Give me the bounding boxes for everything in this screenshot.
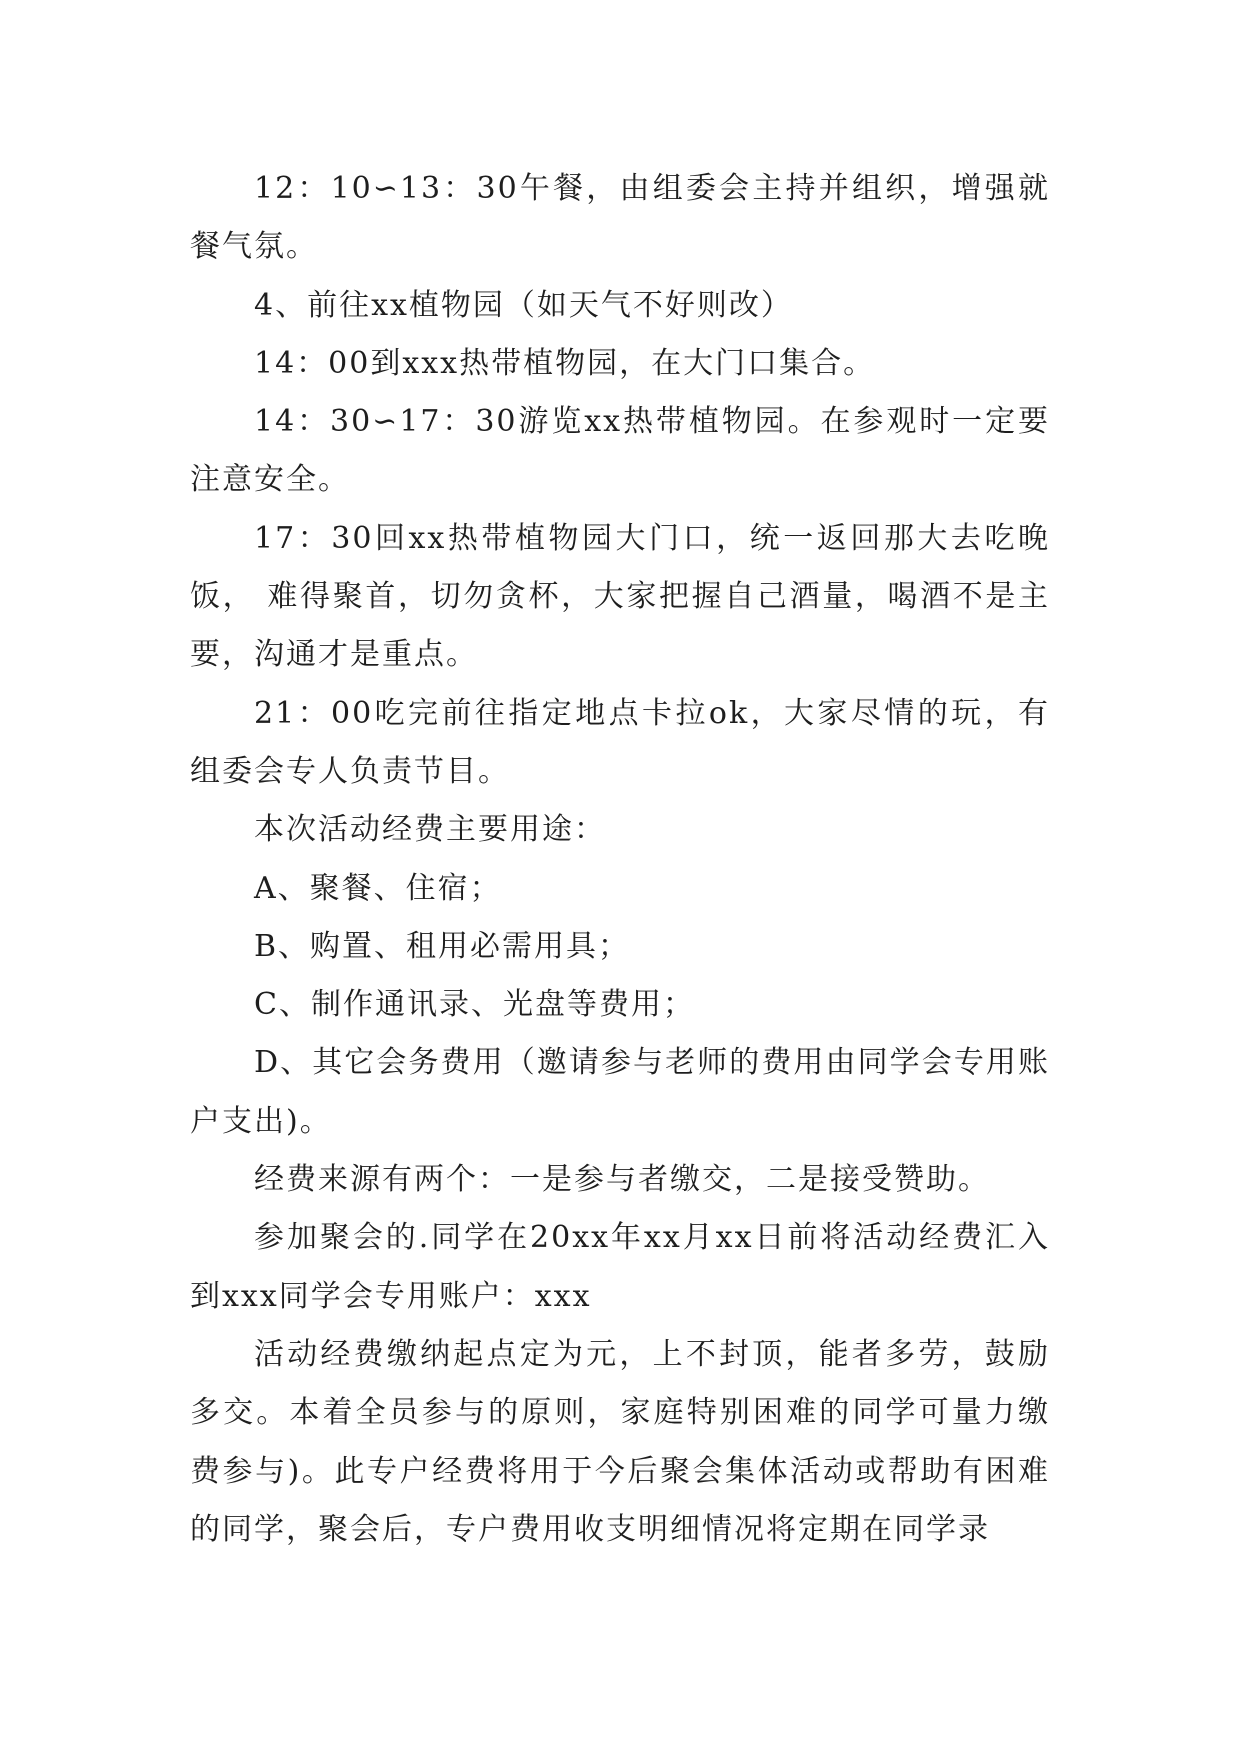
paragraph-dinner: 17：30回xx热带植物园大门口，统一返回那大去吃晚饭， 难得聚首，切勿贪杯，大家把握自己酒量，喝酒不是主要，沟通才是重点。: [190, 520, 1050, 673]
paragraph-expense-heading: 本次活动经费主要用途：: [254, 812, 606, 848]
paragraph-expense-d: D、其它会务费用（邀请参与老师的费用由同学会专用账户支出)。: [190, 1045, 1050, 1139]
paragraph-lunch: 12：10∽13：30午餐，由组委会主持并组织，增强就餐气氛。: [190, 171, 1050, 265]
paragraph-expense-c: C、制作通讯录、光盘等费用；: [254, 987, 695, 1023]
paragraph-expense-b: B、购置、租用必需用具；: [254, 928, 631, 964]
paragraph-karaoke: 21：00吃完前往指定地点卡拉ok，大家尽情的玩，有组委会专人负责节目。: [190, 695, 1050, 789]
paragraph-expense-a: A、聚餐、住宿；: [254, 870, 502, 906]
paragraph-gathering: 14：00到xxx热带植物园，在大门口集合。: [254, 345, 876, 381]
document-body: [190, 160, 1050, 1559]
paragraph-tour: 14：30∽17：30游览xx热带植物园。在参观时一定要注意安全。: [190, 404, 1050, 498]
paragraph-botanical-garden-heading: 4、前往xx植物园（如天气不好则改）: [254, 287, 793, 323]
paragraph-payment-deadline: 参加聚会的.同学在20xx年xx月xx日前将活动经费汇入到xxx同学会专用账户：xxx: [190, 1220, 1050, 1314]
paragraph-payment-rules: 活动经费缴纳起点定为元，上不封顶，能者多劳，鼓励多交。本着全员参与的原则，家庭特别困难的同学可量力缴费参与)。此专户经费将用于今后聚会集体活动或帮助有困难的同学，聚会后，专户费用收支明细情况将定期在同学录: [190, 1336, 1050, 1547]
paragraph-funding-source: 经费来源有两个：一是参与者缴交，二是接受赞助。: [254, 1162, 990, 1198]
